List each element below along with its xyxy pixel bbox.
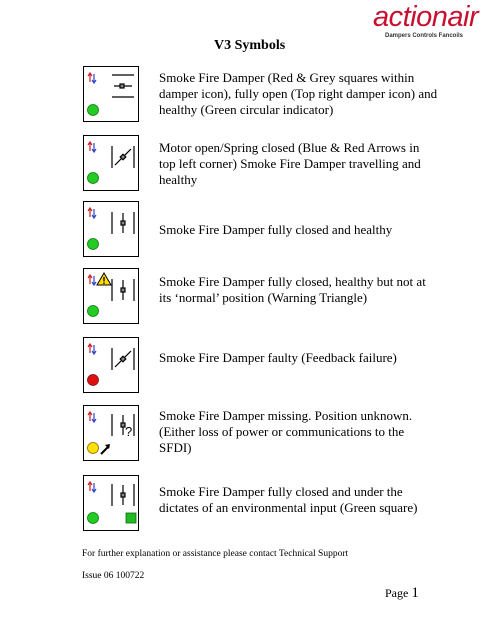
damper-travelling-icon xyxy=(112,146,134,168)
symbol-icon-faulty xyxy=(83,337,139,393)
status-indicator-green xyxy=(88,105,99,116)
symbol-icon-closed-warning xyxy=(83,268,139,324)
status-indicator-green xyxy=(88,306,99,317)
symbol-icon-travelling-healthy xyxy=(83,135,139,191)
motor-arrows-icon xyxy=(88,412,96,422)
logo-tagline: Dampers Controls Fancoils xyxy=(385,33,464,39)
page-title: V3 Symbols xyxy=(214,38,286,53)
status-indicator-green xyxy=(88,173,99,184)
motor-arrows-icon xyxy=(88,73,96,83)
motor-arrows-icon xyxy=(88,344,96,354)
symbol-description: Smoke Fire Damper missing. Position unknown. (Either loss of power or communications to the SFDI) xyxy=(159,408,413,455)
issue-number: Issue 06 100722 xyxy=(82,571,145,581)
footer-note: For further explanation or assistance please contact Technical Support xyxy=(82,549,349,559)
question-mark-icon: ? xyxy=(125,424,133,439)
symbol-icon-closed-environmental xyxy=(83,475,139,531)
page-number xyxy=(385,585,419,602)
damper-closed-icon xyxy=(112,484,134,506)
symbol-description: Smoke Fire Damper faulty (Feedback failure) xyxy=(159,350,397,365)
status-indicator-yellow xyxy=(88,443,99,454)
motor-arrows-icon xyxy=(88,275,96,285)
symbol-description: Smoke Fire Damper fully closed and under the dictates of an environmental input (Green square) xyxy=(159,484,418,515)
status-indicator-green xyxy=(88,239,99,250)
damper-travelling-icon xyxy=(112,348,134,370)
symbol-icon-closed-healthy xyxy=(83,201,139,257)
warning-triangle-icon xyxy=(97,273,111,285)
symbol-icon-open-healthy xyxy=(83,66,139,122)
status-indicator-green xyxy=(88,513,99,524)
symbol-description: Smoke Fire Damper fully closed and healthy xyxy=(159,222,393,237)
symbol-description: Smoke Fire Damper fully closed, healthy but not at its ‘normal’ position (Warning Triangle) xyxy=(159,274,426,305)
status-indicator-red xyxy=(88,375,99,386)
page-number-value: 1 xyxy=(411,585,419,601)
page-label: Page xyxy=(385,586,409,600)
symbol-description: Smoke Fire Damper (Red & Grey squares within damper icon), fully open (Top right damper icon) and healthy (Green circular indicator) xyxy=(159,70,438,117)
company-logo xyxy=(373,2,491,48)
motor-arrows-icon xyxy=(88,142,96,152)
damper-closed-icon xyxy=(112,212,134,234)
motor-arrows-icon xyxy=(88,208,96,218)
logo-wordmark: actionair xyxy=(373,1,479,33)
symbol-description: Motor open/Spring closed (Blue & Red Arrows in top left corner) Smoke Fire Damper travelling and healthy xyxy=(159,140,421,187)
symbol-icon-missing xyxy=(83,405,139,461)
motor-arrows-icon xyxy=(88,482,96,492)
cursor-arrow-icon xyxy=(101,444,110,454)
damper-closed-icon xyxy=(112,279,134,301)
environmental-square-icon xyxy=(126,513,136,523)
damper-open-icon xyxy=(112,75,134,97)
